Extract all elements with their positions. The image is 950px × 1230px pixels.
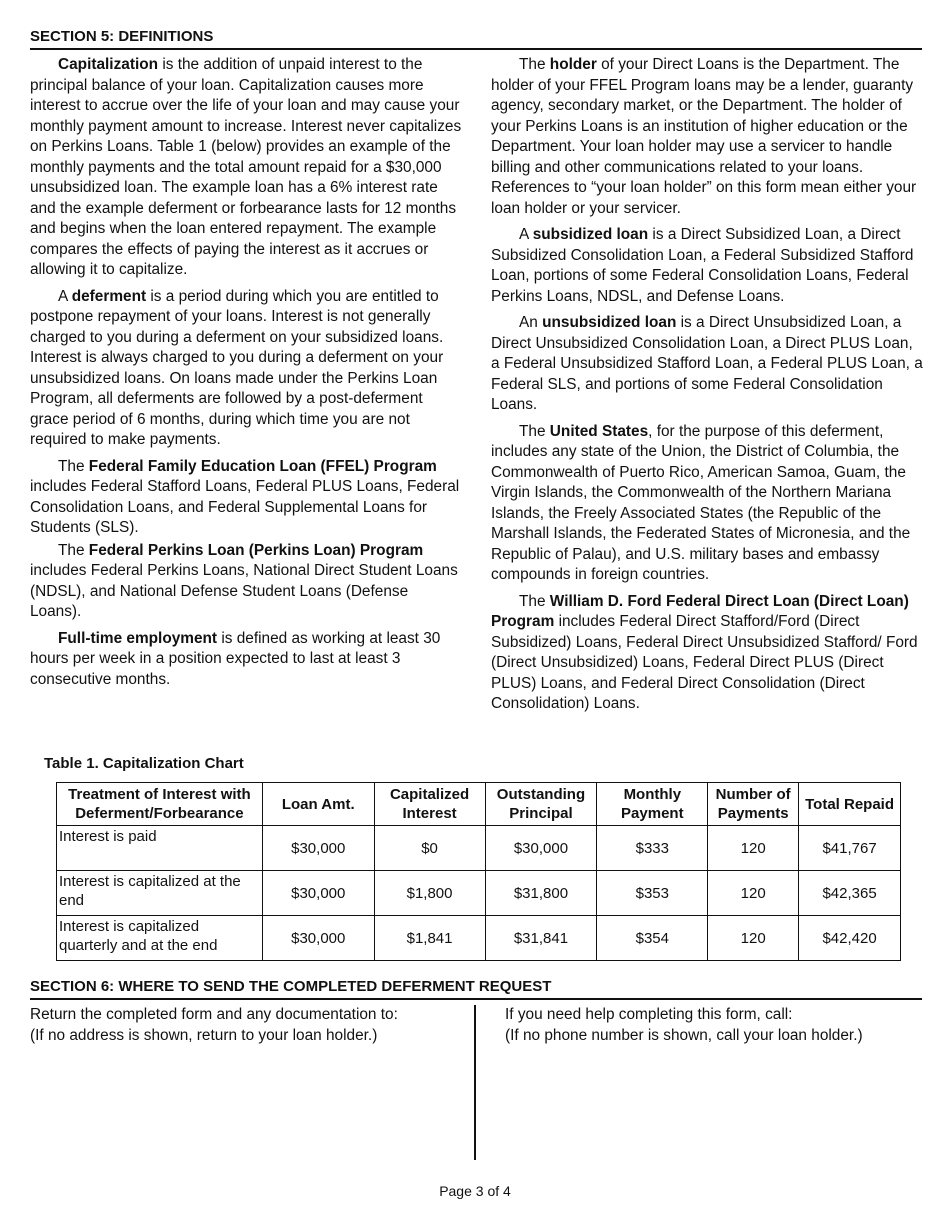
return-instruction: Return the completed form and any documentation to:	[30, 1006, 398, 1023]
table-cell: Interest is capitalized quarterly and at the end	[57, 916, 263, 961]
definition-capitalization: Capitalization is the addition of unpaid interest to the principal balance of your loan. Capitalization causes more interest to accrue over the life of your loan and may cause your monthly payment amount to increase. Interest never capitalizes on Perkins Loans. Table 1 (below) provides an example of the monthly payments and the total amount repaid for a $30,000 unsubsidized loan. The example loan has a 6% interest rate and the example deferment or forbearance lasts for 12 months and begins when the loan entered repayment. The example compares the effects of paying the interest as it accrues or allowing it to capitalize.	[30, 56, 462, 278]
help-note: (If no phone number is shown, call your loan holder.)	[505, 1026, 863, 1044]
definition-deferment: A deferment is a period during which you are entitled to postpone repayment of your loans. Interest is not generally charged to you during a deferment on your subsidized loans. Interest is always charged to you during a deferment on your unsubsidized loans. On loans made under the Perkins Loan Program, all deferments are followed by a post-deferment grace period of 6 months, during which time you are not required to make payments.	[30, 287, 444, 448]
definitions-right-column	[491, 55, 923, 721]
return-address-block	[30, 1005, 470, 1046]
term: holder	[549, 56, 597, 73]
table-row	[57, 871, 901, 916]
term: Full-time employment	[58, 629, 218, 647]
section5-rule	[30, 48, 922, 50]
column-header: Capitalized Interest	[374, 783, 485, 826]
term: Federal Perkins Loan (Perkins Loan) Program	[88, 541, 424, 559]
definition-unsubsidized-loan: An unsubsidized loan is a Direct Unsubsidized Loan, a Direct Unsubsidized Consolidation Loan, a Direct PLUS Loan, a Federal Unsubsidized Stafford Loan, a Federal PLUS Loan, a Federal SLS, and portions of some Federal Consolidation Loans.	[491, 314, 923, 413]
help-instruction: If you need help completing this form, call:	[505, 1006, 793, 1023]
definition-direct-loan-program: The William D. Ford Federal Direct Loan (Direct Loan) Program includes Federal Direct Stafford/Ford (Direct Subsidized) Loans, Federal Direct Unsubsidized Stafford/ Ford (Direct Unsubsidized) Loans, Federal Direct PLUS (Direct PLUS) Loans, and Federal Direct Consolidation (Direct Consolidation) Loans.	[491, 592, 918, 712]
definition-ffel: The Federal Family Education Loan (FFEL) Program includes Federal Stafford Loans, Federal PLUS Loans, Federal Consolidation Loans, and Federal Supplemental Loans for Students (SLS).	[30, 457, 460, 536]
table-cell: $353	[597, 871, 708, 916]
table-cell: 120	[708, 916, 799, 961]
section5-title: SECTION 5: DEFINITIONS	[30, 28, 214, 45]
column-header: Total Repaid	[799, 783, 901, 826]
return-note: (If no address is shown, return to your loan holder.)	[30, 1026, 378, 1044]
term: United States	[549, 422, 649, 440]
table-row	[57, 826, 901, 871]
table-title: Table 1. Capitalization Chart	[44, 755, 244, 772]
table-cell: $30,000	[262, 916, 374, 961]
table-cell: $42,420	[799, 916, 901, 961]
table-cell: $0	[374, 826, 485, 871]
page-number: Page 3 of 4	[439, 1183, 511, 1199]
table-cell: $30,000	[262, 826, 374, 871]
term: Capitalization	[58, 56, 159, 73]
table-cell: $41,767	[799, 826, 901, 871]
column-header: Treatment of Interest with Deferment/Forbearance	[57, 783, 263, 826]
table-cell: 120	[708, 871, 799, 916]
definition-full-time-employment: Full-time employment is defined as working at least 30 hours per week in a position expected to last at least 3 consecutive months.	[30, 629, 441, 688]
definitions-left-column	[30, 55, 462, 696]
term: deferment	[71, 287, 147, 305]
term: subsidized loan	[532, 226, 649, 243]
table-cell: Interest is paid	[57, 826, 263, 871]
definition-perkins: The Federal Perkins Loan (Perkins Loan) Program includes Federal Perkins Loans, National Direct Student Loans (NDSL), and National Defense Student Loans (Defense Loans).	[30, 541, 458, 620]
table-cell: $31,841	[485, 916, 597, 961]
help-phone-block	[505, 1005, 925, 1046]
table-cell: $1,841	[374, 916, 485, 961]
section6-title: SECTION 6: WHERE TO SEND THE COMPLETED DEFERMENT REQUEST	[30, 978, 552, 995]
table-cell: $30,000	[262, 871, 374, 916]
table-cell: $333	[597, 826, 708, 871]
term: William D. Ford Federal Direct Loan (Direct Loan) Program	[491, 592, 909, 630]
table-cell: $31,800	[485, 871, 597, 916]
column-header: Loan Amt.	[262, 783, 374, 826]
definition-united-states: The United States, for the purpose of this deferment, includes any state of the Union, the District of Columbia, the Commonwealth of Puerto Rico, American Samoa, Guam, the Virgin Islands, the Commonwealth of the Northern Mariana Islands, the Freely Associated States (the Republic of the Marshall Islands, the Federated States of Micronesia, and the Republic of Palau), and U.S. military bases and embassy compounds in foreign countries.	[491, 422, 911, 583]
column-header: Number of Payments	[708, 783, 799, 826]
section6-divider	[474, 1005, 476, 1160]
term: unsubsidized loan	[542, 314, 677, 331]
column-header: Monthly Payment	[597, 783, 708, 826]
table-cell: $42,365	[799, 871, 901, 916]
table-header-row	[57, 783, 901, 826]
table-cell: 120	[708, 826, 799, 871]
table-cell: $354	[597, 916, 708, 961]
table-cell: Interest is capitalized at the end	[57, 871, 263, 916]
table-row	[57, 916, 901, 961]
definition-holder: The holder of your Direct Loans is the Department. The holder of your FFEL Program loans may be a lender, guaranty agency, secondary market, or the Department. The holder of your Perkins Loans is an institution of higher education or the Department. Your loan holder may use a servicer to handle billing and other communications related to your loans. References to “your loan holder” on this form mean either your loan holder or your servicer.	[491, 56, 917, 217]
column-header: Outstanding Principal	[485, 783, 597, 826]
table-cell: $1,800	[374, 871, 485, 916]
term: Federal Family Education Loan (FFEL) Program	[88, 457, 437, 475]
table-cell: $30,000	[485, 826, 597, 871]
definition-subsidized-loan: A subsidized loan is a Direct Subsidized Loan, a Direct Subsidized Consolidation Loan, a Federal Subsidized Stafford Loan, portions of some Federal Consolidation Loans, Federal Perkins Loans, NDSL, and Defense Loans.	[491, 226, 914, 305]
capitalization-chart-table	[56, 782, 901, 961]
section6-rule	[30, 998, 922, 1000]
